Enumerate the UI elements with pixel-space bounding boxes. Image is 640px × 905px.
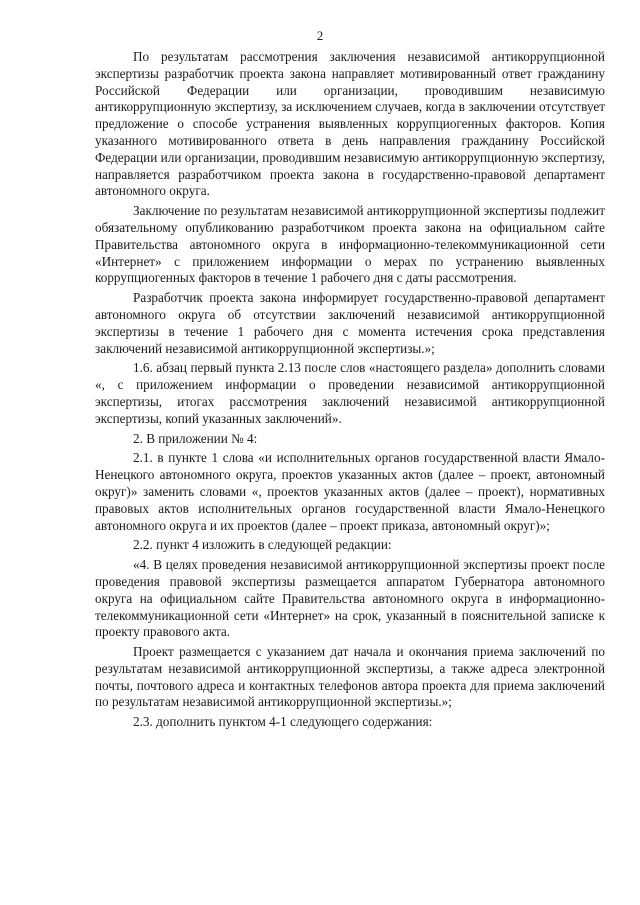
paragraph-motivated-response: По результатам рассмотрения заключения независимой антикоррупционной экспертизы разработчик проекта закона направляет мотивированный ответ гражданину Российской Федерации или организации, проводившим независимую антикоррупционную экспертизу, за исключением случаев, когда в заключении отсутствует предложение о способе устранения выявленных коррупциогенных факторов. Копия указанного мотивированного ответа в день направления гражданину Российской Федерации или организации, проводившим независимую антикоррупционную экспертизу, направляется разработчиком проекта закона в государственно-правовой департамент автономного округа.	[95, 49, 605, 199]
paragraph-item-2: 2. В приложении № 4:	[133, 430, 258, 446]
paragraph-item-2-2: 2.2. пункт 4 изложить в следующей редакции:	[133, 537, 392, 553]
paragraph-item-2-1: 2.1. в пункте 1 слова «и исполнительных органов государственной власти Ямало-Ненецкого автономного округа, проектов указанных актов (далее – проект, автономный округ)» заменить словами «, проектов указанных актов (далее – проект), нормативных правовых актов исполнительных органов государственной власти Ямало-Ненецкого автономного округа и их проектов (далее – проект приказа, автономный округ)»;	[95, 450, 605, 533]
document-body	[95, 49, 605, 734]
paragraph-conclusion-publication: Заключение по результатам независимой антикоррупционной экспертизы подлежит обязательному опубликованию разработчиком проекта закона на официальном сайте Правительства автономного округа в информационно-телекоммуникационной сети «Интернет» с приложением информации о мерах по устранению выявленных коррупциогенных факторов в течение 1 рабочего дня с даты рассмотрения.	[95, 203, 605, 286]
paragraph-project-placement: Проект размещается с указанием дат начала и окончания приема заключений по результатам независимой антикоррупционной экспертизы, а также адреса электронной почты, почтового адреса и контактных телефонов автора проекта для приема заключений по результатам независимой антикоррупционной экспертизы.»;	[95, 644, 605, 710]
page-number: 2	[316, 28, 324, 43]
paragraph-developer-informs: Разработчик проекта закона информирует государственно-правовой департамент автономного округа об отсутствии заключений независимой антикоррупционной экспертизы в течение 1 рабочего дня с момента истечения срока представления заключений независимой антикоррупционной экспертизы.»;	[95, 290, 605, 356]
paragraph-new-item-4: «4. В целях проведения независимой антикоррупционной экспертизы проект после проведения правовой экспертизы размещается аппаратом Губернатора автономного округа на официальном сайте Правительства автономного округа в информационно-телекоммуникационной сети «Интернет» на срок, указанный в пояснительной записке к проекту правового акта.	[95, 557, 605, 640]
paragraph-item-1-6: 1.6. абзац первый пункта 2.13 после слов «настоящего раздела» дополнить словами «, с приложением информации о проведении независимой антикоррупционной экспертизы, итогах рассмотрения заключений независимой антикоррупционной экспертизы, копий указанных заключений».	[95, 360, 605, 426]
paragraph-item-2-3: 2.3. дополнить пунктом 4-1 следующего содержания:	[133, 714, 433, 730]
